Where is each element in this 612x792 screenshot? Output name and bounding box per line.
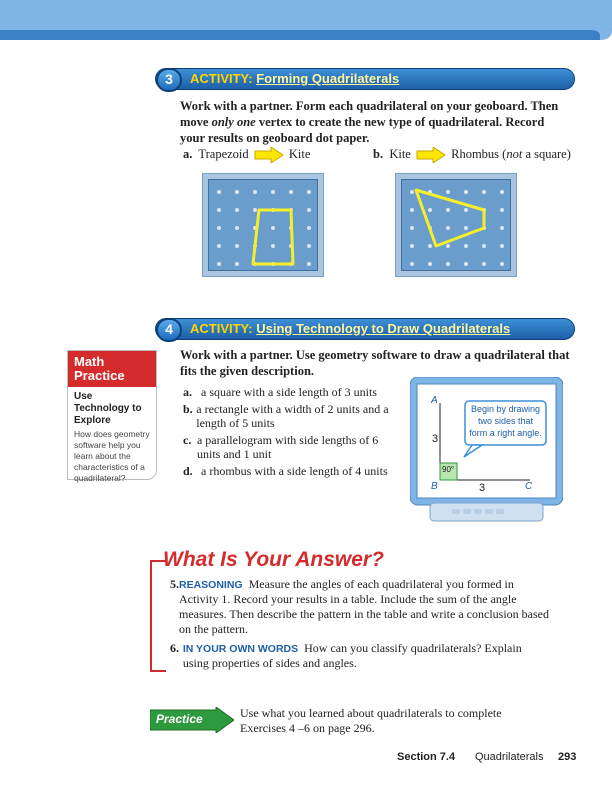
right-arrow-icon: [254, 147, 284, 163]
item-text: a rectangle with a width of 2 units and a length of 5 units: [196, 402, 389, 430]
activity-number: 4: [156, 318, 182, 342]
activity-3-item-a: [183, 147, 310, 163]
math-practice-title: Math Practice: [68, 351, 156, 387]
activity-title: [190, 71, 399, 86]
list-item: [183, 433, 398, 461]
item-to: a square): [525, 147, 571, 161]
list-item: [183, 402, 398, 430]
item-key: a.: [183, 385, 192, 399]
activity-3-item-b: [373, 147, 571, 163]
item-text: a rhombus with a side length of 4 units: [201, 464, 388, 478]
question-6: [170, 641, 550, 671]
geoboard-trapezoid: [202, 173, 324, 277]
wiya-bracket: [150, 560, 166, 672]
list-item: [183, 385, 398, 399]
question-text: Measure the angles of each quadrilateral you formed in Activity 1. Record your results in a table. Include the sum of the angle measures. Then describe the pattern in the table and write a conclusion based on the pattern.: [179, 577, 549, 636]
question-tag: IN YOUR OWN WORDS: [182, 643, 299, 655]
right-arrow-icon: [416, 147, 446, 163]
item-text: a parallelogram with side lengths of 6 units and 1 unit: [196, 433, 379, 461]
item-from: Kite: [389, 147, 411, 161]
item-key: b.: [373, 147, 384, 161]
question-number: 5.: [170, 577, 179, 591]
activity-4-instructions: Work with a partner. Use geometry software to draw a quadrilateral that fits the given description.: [180, 348, 570, 378]
geoboard-surface: [401, 179, 511, 271]
activity-title: [190, 321, 510, 336]
activity-label: ACTIVITY:: [190, 321, 253, 336]
point-label-c: C: [525, 481, 533, 492]
activity-3-header: [155, 68, 575, 90]
geoboard-kite: [395, 173, 517, 277]
item-key: b.: [183, 402, 193, 416]
item-text: a square with a side length of 3 units: [201, 385, 377, 399]
item-to-emphasis: not: [506, 147, 523, 161]
activity-3-instructions: [180, 98, 570, 146]
math-practice-body: How does geometry software help you learn about the characteristics of a quadrilateral?: [74, 429, 150, 483]
math-practice-box: [67, 350, 157, 483]
activity-4-list: [183, 385, 398, 481]
footer-topic: Quadrilaterals: [475, 751, 544, 763]
question-text: How can you classify quadrilaterals? Explain using properties of sides and angles.: [182, 641, 522, 670]
activity-title-text: Using Technology to Draw Quadrilaterals: [256, 321, 511, 336]
wiya-title: What Is Your Answer?: [163, 548, 384, 571]
callout-text: Begin by drawing two sides that form a right angle.: [469, 404, 542, 438]
question-5: [170, 577, 550, 637]
item-from: Trapezoid: [198, 147, 249, 161]
item-key: d.: [183, 464, 193, 478]
instruction-part: vertex to create the new type of quadrilateral. Record your results on geoboard dot paper.: [180, 115, 545, 145]
activity-label: ACTIVITY:: [190, 71, 253, 86]
math-practice-subtitle: Use Technology to Explore: [74, 391, 142, 426]
item-key: c.: [183, 433, 192, 447]
practice-label: Practice: [156, 712, 203, 726]
item-key: a.: [183, 147, 193, 161]
side-length-bc: 3: [479, 482, 486, 494]
question-tag: REASONING: [179, 579, 243, 591]
geoboard-surface: [208, 179, 318, 271]
footer-section-label: Section 7.4: [397, 751, 456, 763]
page-number: [558, 751, 576, 763]
instruction-emphasis: only one: [211, 115, 256, 129]
question-number: 6.: [170, 641, 179, 655]
list-item: [183, 464, 398, 478]
point-label-b: B: [431, 481, 438, 492]
item-to: Kite: [288, 147, 311, 161]
question-body: [179, 577, 550, 637]
activity-4-header: [155, 318, 575, 340]
activity-title-text: Forming Quadrilaterals: [256, 71, 400, 86]
item-to: Rhombus (: [451, 147, 507, 161]
geoboard-pegs: [402, 180, 512, 272]
side-length-ab: 3: [432, 433, 439, 445]
page-number-text: 293: [558, 751, 577, 763]
practice-text: Use what you learned about quadrilaterals to complete Exercises 4 –6 on page 296.: [240, 706, 502, 735]
footer-section: [397, 751, 455, 763]
instruction-part: Work with a partner. Form each quadrilateral on your geoboard. Then move: [180, 99, 559, 129]
header-bar: [0, 0, 612, 42]
activity-number: 3: [156, 68, 182, 92]
geoboard-pegs: [209, 180, 319, 272]
question-body: [183, 641, 550, 671]
point-label-a: A: [431, 395, 438, 406]
right-angle-label: 90°: [442, 465, 455, 474]
